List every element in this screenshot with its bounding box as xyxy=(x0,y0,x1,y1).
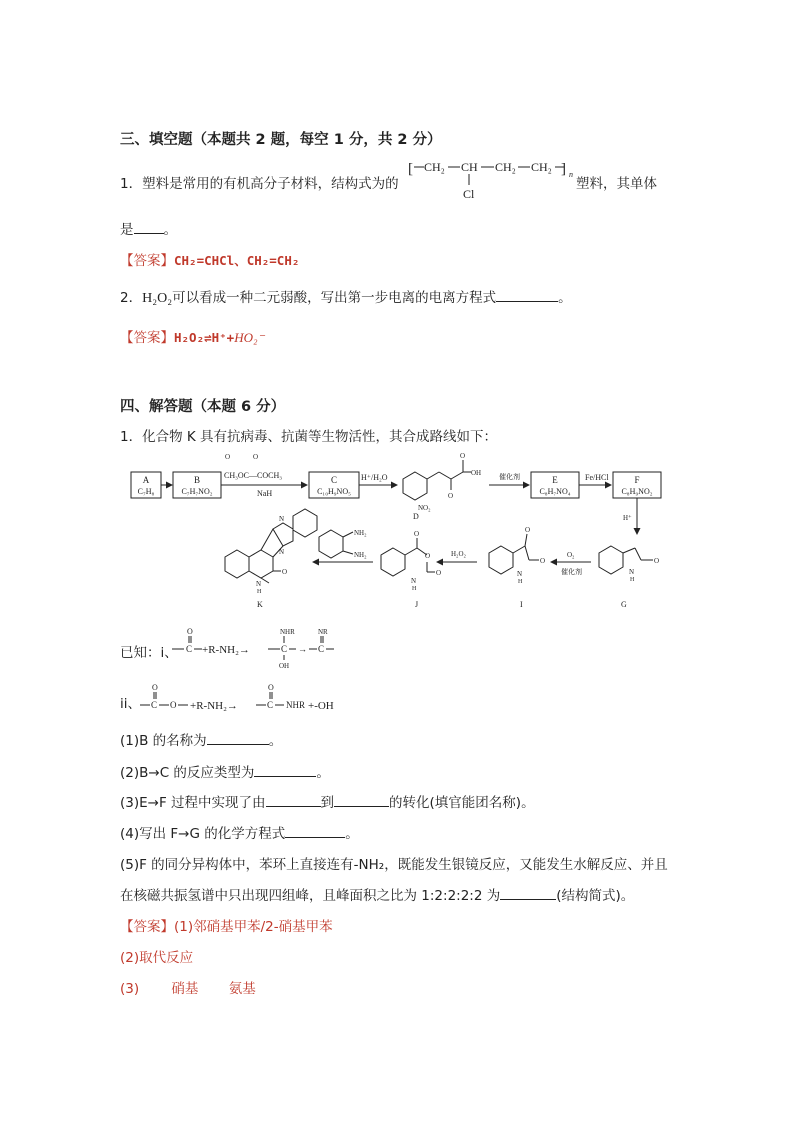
known-i-prefix: 已知：i、 xyxy=(120,645,178,661)
known-ii-c2: C xyxy=(267,700,274,710)
question-5-line1: (5)F 的同分异构体中，苯环上直接连有-NH₂，既能发生银镜反应，又能发生水解反应、并且 xyxy=(120,857,668,873)
bond xyxy=(525,534,527,546)
polymer-n: n xyxy=(569,170,573,179)
J-o2: O xyxy=(436,569,442,577)
answer-3-part1: 硝基 xyxy=(171,981,199,997)
D-benzene xyxy=(403,472,427,500)
E-formula: C₈H₇NO₄ xyxy=(539,487,571,496)
q1-line2-end: 。 xyxy=(163,222,177,238)
D-oh: OH xyxy=(471,469,482,477)
bond xyxy=(635,548,641,560)
answer-tag: 【答案】 xyxy=(120,253,174,269)
q2-answer-text: H₂O₂⇌H⁺+ xyxy=(174,330,235,345)
J-h: H xyxy=(412,586,417,592)
q1-answer-text: CH₂=CHCl、CH₂=CH₂ xyxy=(174,253,300,268)
known-ii-o1: O xyxy=(152,683,158,692)
K-benzene-1 xyxy=(225,550,249,578)
question-2 xyxy=(120,761,330,781)
bond xyxy=(261,578,269,583)
J-o-ring: O xyxy=(425,552,431,560)
known-ii-nhr: NHR xyxy=(286,700,306,710)
polymer-seg1: CH₂ xyxy=(424,160,445,174)
q2-end: 。 xyxy=(558,290,572,306)
K-n3: N xyxy=(256,580,262,588)
known-i-scheme xyxy=(168,624,338,670)
q2-answer xyxy=(120,326,264,346)
D-label: D xyxy=(413,512,419,521)
J-label: J xyxy=(415,600,419,609)
q2-answer-ion: HO₂⁻ xyxy=(234,330,265,345)
K-n1: N xyxy=(279,515,285,523)
q2-number: 2． xyxy=(120,290,143,306)
K-label: K xyxy=(257,600,263,609)
diamine-nh2-1: NH₂ xyxy=(354,529,367,537)
question-2-end: 。 xyxy=(316,765,330,781)
question-4-blank[interactable] xyxy=(285,825,345,838)
question-3 xyxy=(120,791,535,811)
F-formula: C₈H₉NO₂ xyxy=(621,487,653,496)
J-n: N xyxy=(411,577,417,585)
known-i-c1: C xyxy=(186,644,193,654)
answer-2: (2)取代反应 xyxy=(120,950,194,966)
reagent-BC-top: CH₃OC—COCH₃ xyxy=(224,471,283,480)
bond xyxy=(427,472,439,479)
answer-3 xyxy=(120,977,256,997)
reagent-BC-bottom: NaH xyxy=(257,489,273,498)
A-formula: C₇H₈ xyxy=(137,487,155,496)
known-i-c3: C xyxy=(318,644,325,654)
I-h: H xyxy=(518,579,523,585)
q1-text xyxy=(120,172,399,192)
polymer-seg3: CH₂ xyxy=(495,160,516,174)
reagent-DE: 催化剂 xyxy=(499,473,520,481)
q1-answer xyxy=(120,249,299,269)
q2-body: 可以看成一种二元弱酸，写出第一步电离的电离方程式 xyxy=(172,290,497,306)
bond xyxy=(343,532,353,537)
reagent-BC-o1: O xyxy=(225,453,231,461)
q1-line2 xyxy=(120,218,177,238)
q2-formula: H₂O₂ xyxy=(142,291,173,306)
known-i-nr: NR xyxy=(318,628,328,636)
q1-line2-text: 是 xyxy=(120,222,134,238)
question-5-text: 在核磁共振氢谱中只出现四组峰，且峰面积之比为 1:2:2:2:2 为 xyxy=(120,888,501,904)
question-4-end: 。 xyxy=(345,826,359,842)
q1-text-after: 塑料，其单体 xyxy=(576,176,657,192)
K-o: O xyxy=(282,568,288,576)
F-label: F xyxy=(634,475,640,485)
question-4 xyxy=(120,822,359,842)
B-label: B xyxy=(193,475,201,485)
q2-blank[interactable] xyxy=(496,289,558,302)
reagent-FG: H⁺ xyxy=(623,514,632,522)
question-4-text: (4)写出 F→G 的化学方程式 xyxy=(120,826,286,842)
J-o1: O xyxy=(414,530,420,538)
question-5-line2 xyxy=(120,884,634,904)
D-o-ketone: O xyxy=(448,492,454,500)
question-2-text: (2)B→C 的反应类型为 xyxy=(120,765,255,781)
G-benzene xyxy=(599,546,623,574)
polymer-seg2: CH xyxy=(461,160,478,174)
I-n: N xyxy=(517,570,523,578)
K-n2: N xyxy=(279,548,285,556)
I-o2: O xyxy=(540,557,546,565)
section4-intro: 1．化合物 K 具有抗病毒、抗菌等生物活性，其合成路线如下： xyxy=(120,429,498,445)
I-benzene xyxy=(489,546,513,574)
D-no2: NO₂ xyxy=(418,504,431,512)
G-label: G xyxy=(621,600,627,609)
reagent-CD: H⁺/H₂O xyxy=(361,473,388,482)
question-1-text: (1)B 的名称为 xyxy=(120,733,207,749)
I-o1: O xyxy=(525,526,531,534)
q1-text-before: 1．塑料是常用的有机高分子材料，结构式为的 xyxy=(120,176,399,192)
polymer-bracket-close: ] xyxy=(561,161,566,177)
polymer-seg4: CH₂ xyxy=(531,160,552,174)
question-3-blank-2[interactable] xyxy=(334,794,389,807)
answer-1 xyxy=(120,915,333,935)
question-3-mid: 到 xyxy=(320,795,335,811)
bond xyxy=(405,548,417,555)
question-2-blank[interactable] xyxy=(254,764,316,777)
known-ii-c1: C xyxy=(151,700,158,710)
section3-heading: 三、填空题（本题共 2 题，每空 1 分，共 2 分） xyxy=(120,132,442,148)
question-3-blank-1[interactable] xyxy=(266,794,321,807)
polymer-structure xyxy=(406,156,576,206)
bond xyxy=(439,472,451,479)
bond xyxy=(343,551,353,554)
question-1-blank[interactable] xyxy=(207,732,269,745)
A-label: A xyxy=(142,475,150,485)
K-imidazole xyxy=(273,523,293,546)
answer-tag: 【答案】 xyxy=(120,919,174,935)
question-1 xyxy=(120,729,282,749)
polymer-bracket-open: [ xyxy=(408,161,413,177)
C-label: C xyxy=(330,475,338,485)
K-benzene-2 xyxy=(293,509,317,537)
reagent-IJ: H₂O₂ xyxy=(451,550,466,558)
G-h: H xyxy=(630,577,635,583)
reagent-EF: Fe/HCl xyxy=(585,473,609,482)
bond xyxy=(623,548,635,553)
I-label: I xyxy=(520,600,523,609)
question-5-blank[interactable] xyxy=(500,887,556,900)
known-i-arrow: → xyxy=(298,644,307,654)
diamine-nh2-2: NH₂ xyxy=(354,551,367,559)
known-ii-tail: +-OH xyxy=(308,700,334,712)
diamine-benzene xyxy=(319,530,343,558)
known-ii-eq: +R-NH₂→ xyxy=(190,700,238,712)
bond xyxy=(451,472,463,479)
C-formula: C₁₀H₉NO₅ xyxy=(317,487,351,496)
question-3-text: (3)E→F 过程中实现了由 xyxy=(120,795,266,811)
section4-heading: 四、解答题（本题 6 分） xyxy=(120,399,286,415)
known-i-o: O xyxy=(187,627,193,636)
K-h: H xyxy=(257,589,262,595)
known-ii-scheme xyxy=(138,680,348,716)
G-nh: N xyxy=(629,568,635,576)
question-3-end: 的转化(填官能团名称)。 xyxy=(389,795,535,811)
question-1-end: 。 xyxy=(268,733,283,749)
reagent-BC-o2: O xyxy=(253,453,259,461)
K-pyrimidine xyxy=(249,550,273,578)
reagent-GI-bottom: 催化剂 xyxy=(561,568,582,576)
reagent-GI-top: O₂ xyxy=(567,551,575,559)
q2-text xyxy=(120,286,572,307)
synthesis-scheme xyxy=(125,450,670,620)
known-i-c2: C xyxy=(281,644,288,654)
answer-3-num: (3) xyxy=(120,981,140,997)
bond xyxy=(513,546,525,553)
known-ii-o3: O xyxy=(268,683,274,692)
known-ii-o2: O xyxy=(170,700,177,710)
bond xyxy=(525,546,529,560)
E-label: E xyxy=(552,475,558,485)
answer-1-text: (1)邻硝基甲苯/2-硝基甲苯 xyxy=(174,919,333,935)
polymer-sub: Cl xyxy=(463,187,475,201)
known-ii-prefix: ii、 xyxy=(120,696,142,712)
known-i-oh: OH xyxy=(279,662,290,670)
G-o: O xyxy=(654,557,660,565)
answer-3-part2: 氨基 xyxy=(228,981,256,997)
q1-blank[interactable] xyxy=(134,221,164,234)
bond xyxy=(261,529,273,550)
D-o-acid: O xyxy=(460,452,466,460)
answer-tag: 【答案】 xyxy=(120,330,174,346)
question-5-end: (结构简式)。 xyxy=(556,888,635,904)
J-benzene xyxy=(381,548,405,576)
known-i-nhr: NHR xyxy=(280,628,295,636)
known-i-eq: +R-NH₂→ xyxy=(202,644,250,656)
B-formula: C₇H₇NO₂ xyxy=(181,487,213,496)
